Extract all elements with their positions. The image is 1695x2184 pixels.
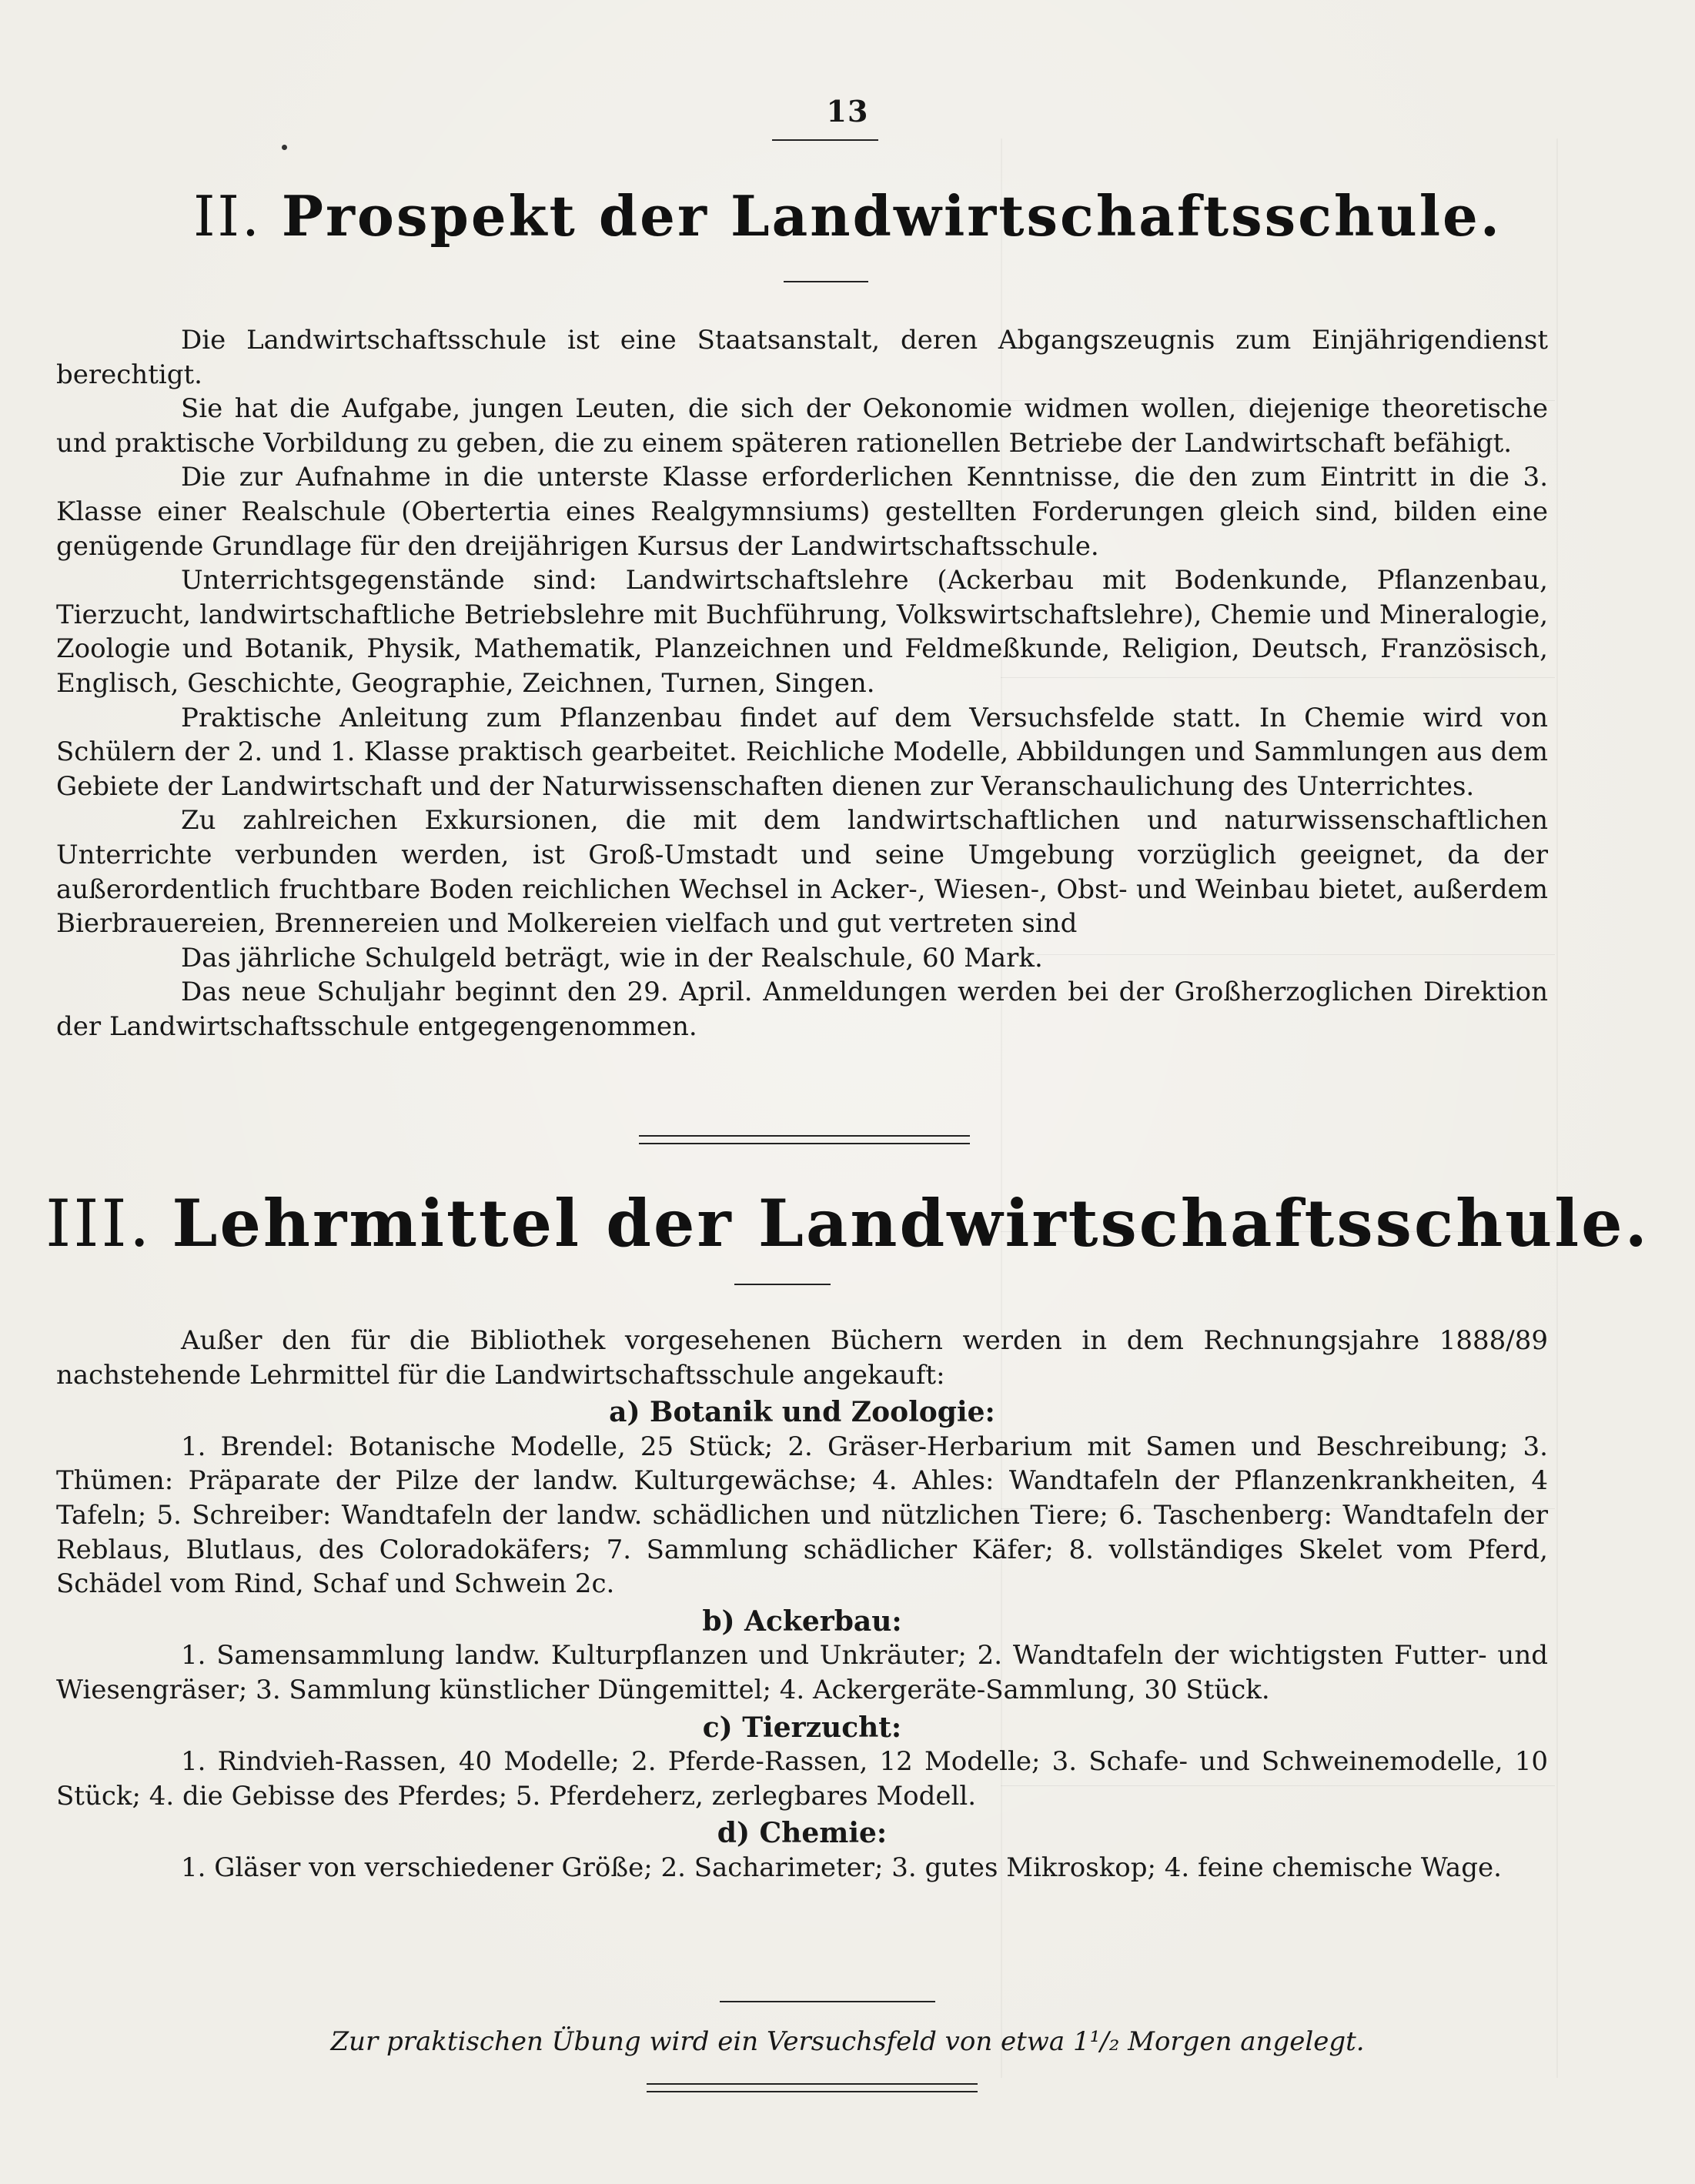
prospectus-body [56,323,1548,1044]
group-heading: a) Botanik und Zoologie: [609,1396,995,1429]
closing-rule [720,2001,935,2002]
ink-dot [282,145,287,150]
section-title: Prospekt der Landwirtschaftsschule. [281,183,1502,249]
paragraph: Zu zahlreichen Exkursionen, die mit dem landwirtschaftlichen und naturwissenschaftlichen Unterrichte verbunden werden, ist Groß-Umstadt und seine Umgebung vorzüglich geeignet, da der außerordentlich fruchtbare Boden reichlichen Wechsel in Acker-, Wiesen-, Obst- und Weinbau bietet, außerdem Bierbrauereien, Brennereien und Molkereien vielfach und gut vertreten sind [56,805,1548,940]
paragraph: Die zur Aufnahme in die unterste Klasse erforderlichen Kenntnisse, die den zum Eintritt in die 3. Klasse einer Realschule (Obertertia eines Realgymnsiums) gestellten Forderungen gleich sind, bilden eine genügende Grundlage für den dreijährigen Kursus der Landwirtschaftsschule. [56,462,1548,562]
section-heading-teaching-aids [0,1185,1695,1261]
paragraph: Unterrichtsgegenstände sind: Landwirtschaftslehre (Ackerbau mit Bodenkunde, Pflanzenbau, Tierzucht, landwirtschaftliche Betriebslehre mit Buchführung, Volkswirtschaftslehre), Chemie und Mineralogie, Zoologie und Botanik, Physik, Mathematik, Planzeichnen und Feldmeßkunde, Religion, Deutsch, Französisch, Englisch, Geschichte, Geographie, Zeichnen, Turnen, Singen. [56,565,1548,699]
heading-rule [734,1284,831,1285]
paragraph: Praktische Anleitung zum Pflanzenbau findet auf dem Versuchsfelde statt. In Chemie wird von Schülern der 2. und 1. Klasse praktisch gearbeitet. Reichliche Modelle, Abbildungen und Sammlungen aus dem Gebiete der Landwirtschaft und der Naturwissenschaften dienen zur Veranschaulichung des Unterrichtes. [56,702,1548,802]
section-number: III. [45,1186,152,1261]
section-number: II. [193,184,262,249]
teaching-aids-body [56,1324,1548,1885]
group-text: 1. Samensammlung landw. Kulturpflanzen und Unkräuter; 2. Wandtafeln der wichtigsten Futter- und Wiesengräser; 3. Sammlung künstlicher Düngemittel; 4. Ackergeräte-Sammlung, 30 Stück. [56,1640,1548,1705]
group-heading: d) Chemie: [717,1817,888,1850]
group-text: 1. Gläser von verschiedener Größe; 2. Sacharimeter; 3. gutes Mikroskop; 4. feine chemische Wage. [181,1852,1502,1883]
footer-divider [647,2083,978,2092]
heading-rule [784,281,868,282]
page-number: 13 [826,94,869,129]
section-heading-prospectus [0,183,1695,249]
paragraph: Sie hat die Aufgabe, jungen Leuten, die sich der Oekonomie widmen wollen, diejenige theoretische und praktische Vorbildung zu geben, die zu einem späteren rationellen Betriebe der Landwirtschaft befähigt. [56,393,1548,459]
section-divider [639,1135,970,1144]
paragraph: Das jährliche Schulgeld beträgt, wie in der Realschule, 60 Mark. [181,942,1043,973]
group-heading: c) Tierzucht: [702,1711,902,1744]
intro-paragraph: Außer den für die Bibliothek vorgesehenen Büchern werden in dem Rechnungsjahre 1888/89 nachstehende Lehrmittel für die Landwirtschaftsschule angekauft: [56,1325,1548,1391]
page-number-rule [772,139,878,141]
paragraph: Die Landwirtschaftsschule ist eine Staatsanstalt, deren Abgangszeugnis zum Einjährigendienst berechtigt. [56,325,1548,390]
paragraph: Das neue Schuljahr beginnt den 29. April. Anmeldungen werden bei der Großherzoglichen Direktion der Landwirtschaftsschule entgegengenommen. [56,977,1548,1042]
section-title: Lehrmittel der Landwirtschaftsschule. [172,1185,1650,1261]
group-text: 1. Brendel: Botanische Modelle, 25 Stück; 2. Gräser-Herbarium mit Samen und Beschreibung; 3. Thümen: Präparate der Pilze der landw. Kulturgewächse; 4. Ahles: Wandtafeln der Pflanzenkrankheiten, 4 Tafeln; 5. Schreiber: Wandtafeln der landw. schädlichen und nützlichen Tiere; 6. Taschenberg: Wandtafeln der Reblaus, Blutlaus, des Coloradokäfers; 7. Sammlung schädlicher Käfer; 8. vollständiges Skelet vom Pferd, Schädel vom Rind, Schaf und Schwein 2c. [56,1431,1548,1600]
closing-note: Zur praktischen Übung wird ein Versuchsfeld von etwa 1¹/₂ Morgen angelegt. [330,2026,1365,2057]
group-text: 1. Rindvieh-Rassen, 40 Modelle; 2. Pferde-Rassen, 12 Modelle; 3. Schafe- und Schweinemodelle, 10 Stück; 4. die Gebisse des Pferdes; 5. Pferdeherz, zerlegbares Modell. [56,1746,1548,1812]
group-heading: b) Ackerbau: [702,1605,902,1638]
